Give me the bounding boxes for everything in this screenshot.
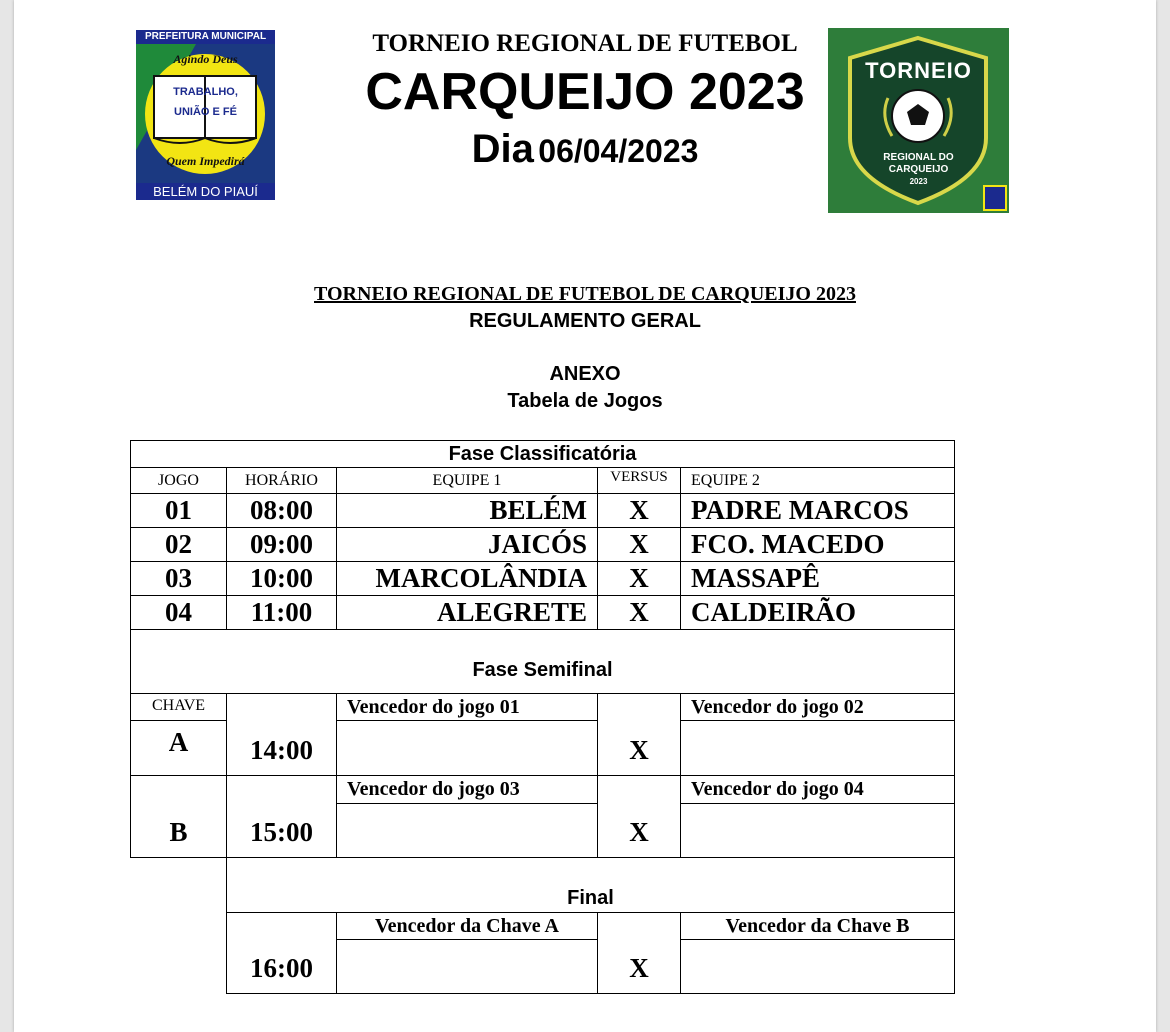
logo-book-line2: UNIÃO E FÉ bbox=[174, 106, 237, 118]
chave-a: A bbox=[168, 726, 189, 757]
header-versus: VERSUS bbox=[610, 468, 668, 485]
row-equipe1: MARCOLÂNDIA bbox=[375, 563, 587, 593]
header-date-label: Dia bbox=[471, 127, 534, 171]
header-horario: HORÁRIO bbox=[245, 471, 318, 489]
table-border bbox=[130, 857, 955, 858]
schedule-title: Tabela de Jogos bbox=[507, 390, 663, 412]
games-table bbox=[14, 0, 1156, 1032]
semifinal-a-team2: Vencedor do jogo 02 bbox=[691, 695, 864, 718]
torneio-word: TORNEIO bbox=[865, 58, 972, 83]
row-equipe2: CALDEIRÃO bbox=[691, 597, 857, 627]
row-horario: 08:00 bbox=[250, 495, 313, 525]
phase-title-classificatoria: Fase Classificatória bbox=[448, 442, 637, 465]
table-border bbox=[130, 720, 226, 721]
row-versus: X bbox=[629, 563, 649, 593]
row-equipe2: FCO. MACEDO bbox=[691, 529, 885, 559]
logo-arc-top-text: Agindo Deus bbox=[173, 52, 238, 66]
phase-title-final: Final bbox=[567, 886, 614, 909]
header-top-title: TORNEIO REGIONAL DE FUTEBOL bbox=[372, 30, 798, 57]
row-horario: 11:00 bbox=[250, 597, 313, 627]
semifinal-b-team1: Vencedor do jogo 03 bbox=[347, 778, 520, 800]
header-equipe1: EQUIPE 1 bbox=[432, 471, 502, 489]
row-jogo: 04 bbox=[165, 597, 192, 627]
row-jogo: 01 bbox=[165, 495, 192, 525]
table-border bbox=[336, 939, 597, 940]
table-border bbox=[336, 720, 597, 721]
chave-b: B bbox=[169, 816, 188, 847]
table-border bbox=[336, 803, 597, 804]
header-date-value: 06/04/2023 bbox=[538, 133, 699, 169]
semifinal-b-versus: X bbox=[629, 816, 649, 847]
semifinal-a-versus: X bbox=[629, 734, 649, 765]
final-versus: X bbox=[629, 952, 649, 983]
row-horario: 10:00 bbox=[250, 563, 313, 593]
final-team1: Vencedor da Chave A bbox=[375, 914, 559, 937]
row-versus: X bbox=[629, 529, 649, 559]
semifinal-a-time: 14:00 bbox=[250, 734, 313, 765]
table-border bbox=[680, 803, 955, 804]
table-border bbox=[680, 720, 955, 721]
torneio-line1: REGIONAL DO bbox=[883, 152, 954, 163]
logo-bottom-text: BELÉM DO PIAUÍ bbox=[153, 184, 258, 199]
row-equipe2: MASSAPÊ bbox=[691, 563, 821, 593]
final-time: 16:00 bbox=[250, 952, 313, 983]
row-equipe2: PADRE MARCOS bbox=[691, 495, 909, 525]
final-team2: Vencedor da Chave B bbox=[725, 914, 910, 937]
table-border bbox=[954, 440, 955, 994]
row-equipe1: ALEGRETE bbox=[436, 597, 587, 627]
table-border bbox=[680, 939, 955, 940]
header-jogo: JOGO bbox=[158, 471, 199, 489]
annex-title: ANEXO bbox=[549, 363, 621, 385]
row-equipe1: JAICÓS bbox=[487, 529, 587, 559]
semifinal-a-team1: Vencedor do jogo 01 bbox=[347, 695, 520, 718]
phase-title-semifinal: Fase Semifinal bbox=[472, 658, 613, 681]
semifinal-b-team2: Vencedor do jogo 04 bbox=[691, 778, 864, 800]
header-equipe2: EQUIPE 2 bbox=[691, 471, 760, 489]
row-horario: 09:00 bbox=[250, 529, 313, 559]
regulation-title: TORNEIO REGIONAL DE FUTEBOL DE CARQUEIJO 2023 bbox=[314, 283, 856, 305]
row-versus: X bbox=[629, 597, 649, 627]
row-versus: X bbox=[629, 495, 649, 525]
header-main-title: CARQUEIJO 2023 bbox=[365, 63, 805, 121]
table-border bbox=[130, 629, 955, 630]
chave-label: CHAVE bbox=[151, 697, 206, 714]
row-jogo: 03 bbox=[165, 563, 192, 593]
row-jogo: 02 bbox=[165, 529, 192, 559]
semifinal-b-time: 15:00 bbox=[250, 816, 313, 847]
torneio-line3: 2023 bbox=[909, 177, 928, 186]
document-page bbox=[14, 0, 1156, 1032]
torneio-line2: CARQUEIJO bbox=[888, 164, 949, 175]
logo-top-text: PREFEITURA MUNICIPAL bbox=[144, 31, 267, 42]
row-equipe1: BELÉM bbox=[489, 495, 587, 525]
logo-book-line1: TRABALHO, bbox=[173, 86, 238, 98]
regulation-subtitle: REGULAMENTO GERAL bbox=[469, 310, 701, 332]
logo-arc-bottom-text: Quem Impedirá bbox=[166, 154, 245, 168]
